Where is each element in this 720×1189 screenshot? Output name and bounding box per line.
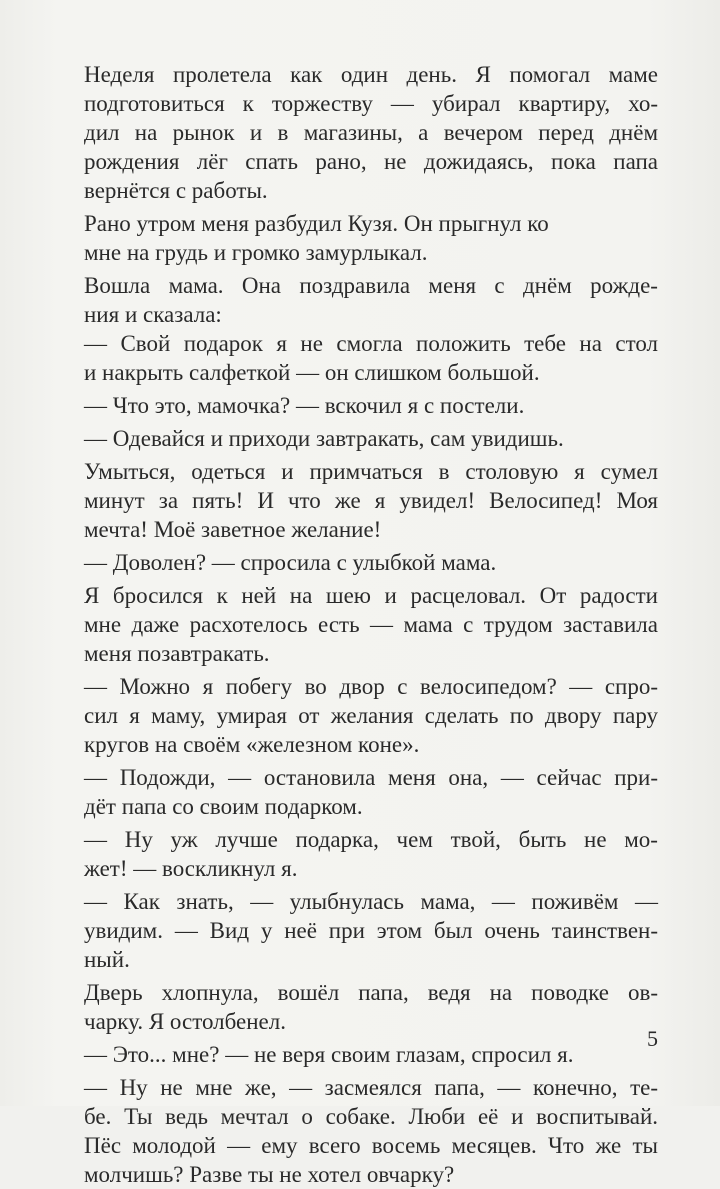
text-line: — Ну не мне же, — засмеялся папа, — конечно, те- [84,1075,659,1100]
text-line: вернётся с работы. [84,178,268,203]
text-line: — Свой подарок я не смогла положить тебе на стол [84,331,659,356]
text-line: дёт папа со своим подарком. [84,794,363,819]
text-line: — Что это, мамочка? — вскочил я с постели. [84,393,525,418]
text-line: и накрыть салфеткой — он слишком большой. [84,360,540,385]
text-line: — Можно я побегу во двор с велосипедом? — спро- [84,674,659,699]
text-line: увидим. — Вид у неё при этом был очень таинствен- [84,918,658,943]
text-line: Дверь хлопнула, вошёл папа, ведя на поводке ов- [84,980,659,1005]
text-line: Я бросился к ней на шею и расцеловал. От радости [84,583,658,608]
text-line: сил я маму, умирая от желания сделать по двору пару [84,703,659,728]
text-line: подготовиться к торжеству — убирал квартиру, хо- [84,91,658,116]
page-text [84,60,658,1189]
text-line: чарку. Я остолбенел. [84,1009,286,1034]
text-line: минут за пять! И что же я увидел! Велосипед! Моя [84,488,658,513]
text-line: меня позавтракать. [84,641,270,666]
text-line: мне даже расхотелось есть — мама с трудом заставила [84,612,658,637]
text-line: мечта! Моё заветное желание! [84,517,382,542]
text-line: ния и сказала: [84,302,222,327]
text-line: бе. Ты ведь мечтал о собаке. Люби её и воспитывай. [84,1104,659,1129]
text-line: — Доволен? — спросила с улыбкой мама. [84,550,497,575]
text-line: Рано утром меня разбудил Кузя. Он прыгнул ко [84,211,549,236]
text-line: — Это... мне? — не веря своим глазам, спросил я. [84,1042,574,1067]
text-line: — Ну уж лучше подарка, чем твой, быть не мо- [84,827,658,852]
text-line: Умыться, одеться и примчаться в столовую я сумел [84,459,659,484]
text-line: ный. [84,947,130,972]
text-line: Пёс молодой — ему всего восемь месяцев. Что же ты [84,1133,658,1158]
text-line: Неделя пролетела как один день. Я помогал маме [84,62,658,87]
text-line: Вошла мама. Она поздравила меня с днём рожде- [84,273,658,298]
text-line: кругов на своём «железном коне». [84,732,420,757]
text-line: — Как знать, — улыбнулась мама, — поживём — [84,889,658,914]
text-line: мне на грудь и громко замурлыкал. [84,240,428,265]
text-line: — Подожди, — остановила меня она, — сейчас при- [84,765,658,790]
text-line: — Одевайся и приходи завтракать, сам увидишь. [84,426,564,451]
text-line: молчишь? Разве ты не хотел овчарку? [84,1162,455,1187]
text-line: жет! — воскликнул я. [84,856,298,881]
page-number: 5 [647,1026,658,1051]
text-line: дил на рынок и в магазины, а вечером перед днём [84,120,659,145]
text-line: рождения лёг спать рано, не дожидаясь, пока папа [84,149,659,174]
